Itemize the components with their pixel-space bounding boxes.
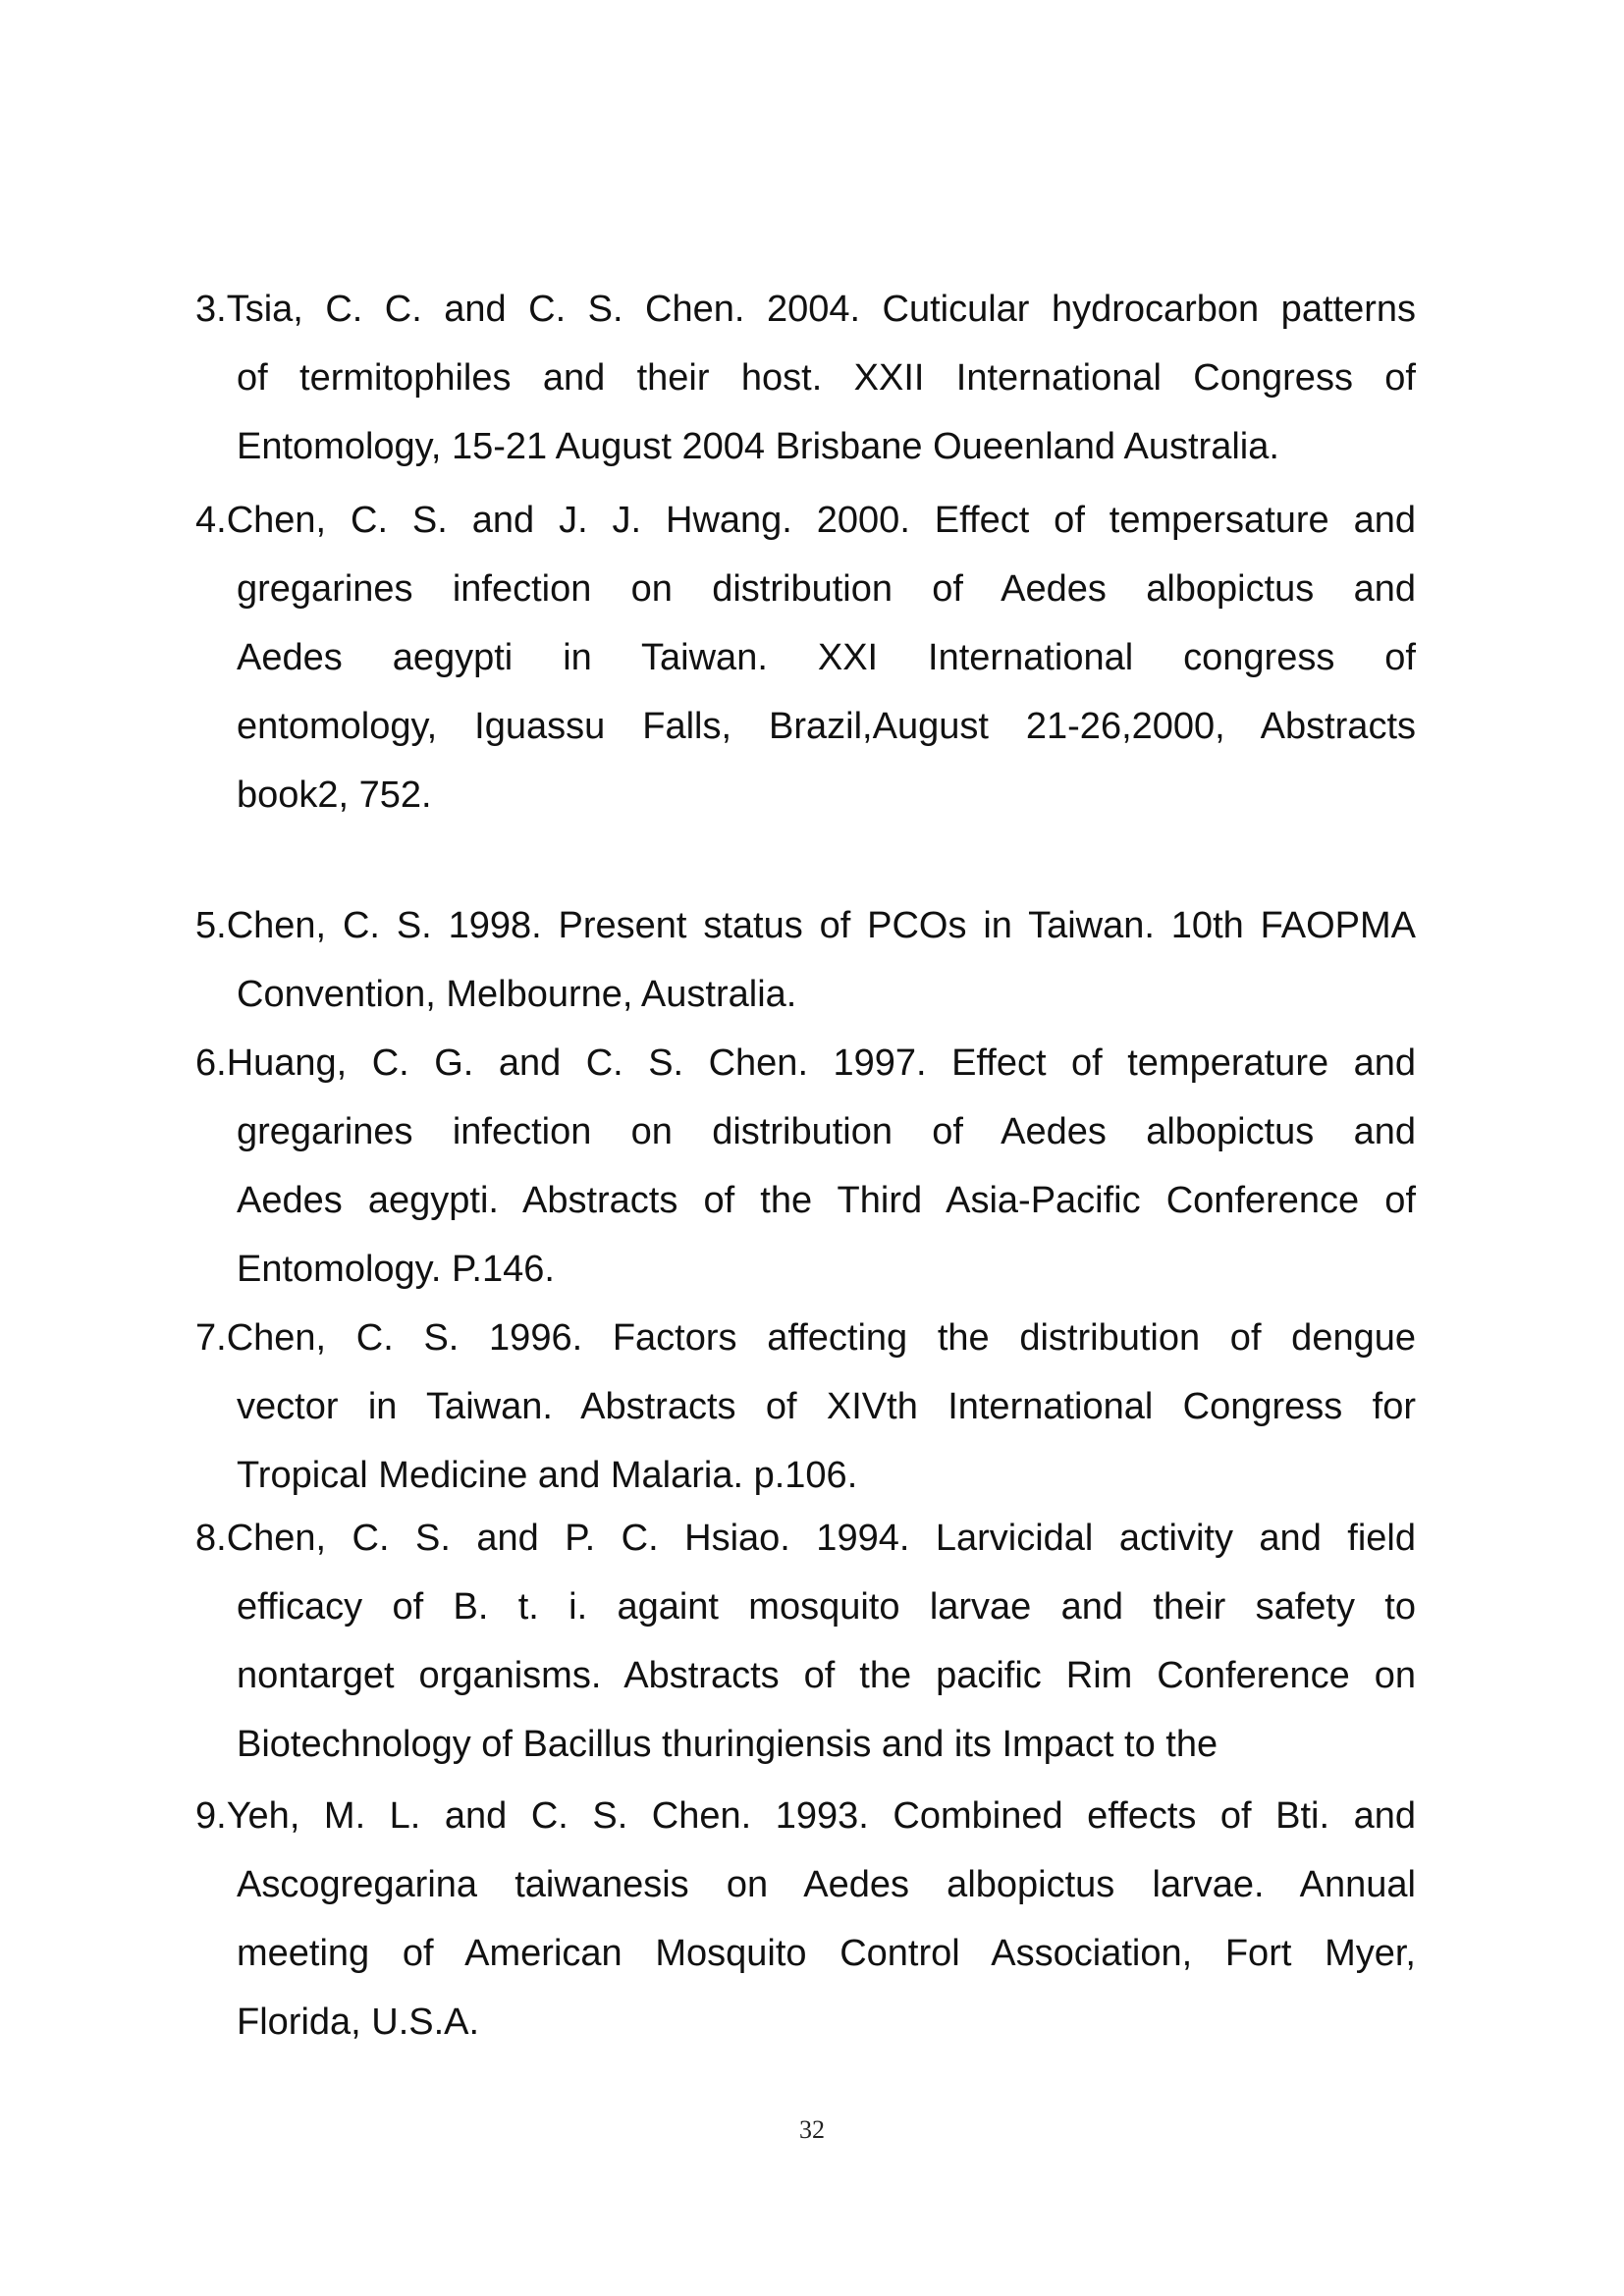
reference-line: nontarget organisms. Abstracts of the pacific Rim Conference on <box>237 1655 1416 1696</box>
reference-line: Tropical Medicine and Malaria. p.106. <box>237 1455 858 1496</box>
reference-item-4 <box>195 486 1416 829</box>
reference-item-9 <box>195 1782 1416 2056</box>
reference-item-6 <box>195 1029 1416 1304</box>
reference-line: Entomology, 15-21 August 2004 Brisbane Oueenland Australia. <box>237 426 1279 467</box>
reference-item-5 <box>195 891 1416 1029</box>
reference-line: Ascogregarina taiwanesis on Aedes albopictus larvae. Annual <box>237 1864 1416 1905</box>
reference-line: 8.Chen, C. S. and P. C. Hsiao. 1994. Larvicidal activity and field <box>195 1518 1416 1559</box>
reference-line: Entomology. P.146. <box>237 1249 555 1290</box>
reference-line: efficacy of B. t. i. againt mosquito larvae and their safety to <box>237 1586 1416 1628</box>
reference-line: Biotechnology of Bacillus thuringiensis and its Impact to the <box>237 1724 1218 1765</box>
reference-line: 7.Chen, C. S. 1996. Factors affecting the distribution of dengue <box>195 1317 1416 1359</box>
reference-item-7 <box>195 1304 1416 1510</box>
reference-line: book2, 752. <box>237 774 432 816</box>
reference-line: of termitophiles and their host. XXII International Congress of <box>237 357 1416 399</box>
reference-line: gregarines infection on distribution of Aedes albopictus and <box>237 568 1416 610</box>
reference-line: Aedes aegypti in Taiwan. XXI International congress of <box>237 637 1416 678</box>
reference-line: vector in Taiwan. Abstracts of XIVth International Congress for <box>237 1386 1416 1427</box>
reference-line: Aedes aegypti. Abstracts of the Third Asia-Pacific Conference of <box>237 1180 1416 1221</box>
reference-line: 3.Tsia, C. C. and C. S. Chen. 2004. Cuticular hydrocarbon patterns <box>195 289 1416 330</box>
page-number: 32 <box>799 2115 825 2144</box>
reference-line: 4.Chen, C. S. and J. J. Hwang. 2000. Effect of tempersature and <box>195 500 1416 541</box>
reference-line: 9.Yeh, M. L. and C. S. Chen. 1993. Combined effects of Bti. and <box>195 1795 1416 1837</box>
reference-line: gregarines infection on distribution of Aedes albopictus and <box>237 1111 1416 1152</box>
reference-line: Florida, U.S.A. <box>237 2002 480 2043</box>
reference-item-8 <box>195 1504 1416 1779</box>
reference-line: Convention, Melbourne, Australia. <box>237 974 797 1015</box>
reference-line: 5.Chen, C. S. 1998. Present status of PCOs in Taiwan. 10th FAOPMA <box>195 905 1416 946</box>
reference-item-3 <box>195 275 1416 481</box>
reference-line: entomology, Iguassu Falls, Brazil,August 21-26,2000, Abstracts <box>237 706 1416 747</box>
reference-line: meeting of American Mosquito Control Association, Fort Myer, <box>237 1933 1416 1974</box>
reference-line: 6.Huang, C. G. and C. S. Chen. 1997. Effect of temperature and <box>195 1042 1416 1084</box>
